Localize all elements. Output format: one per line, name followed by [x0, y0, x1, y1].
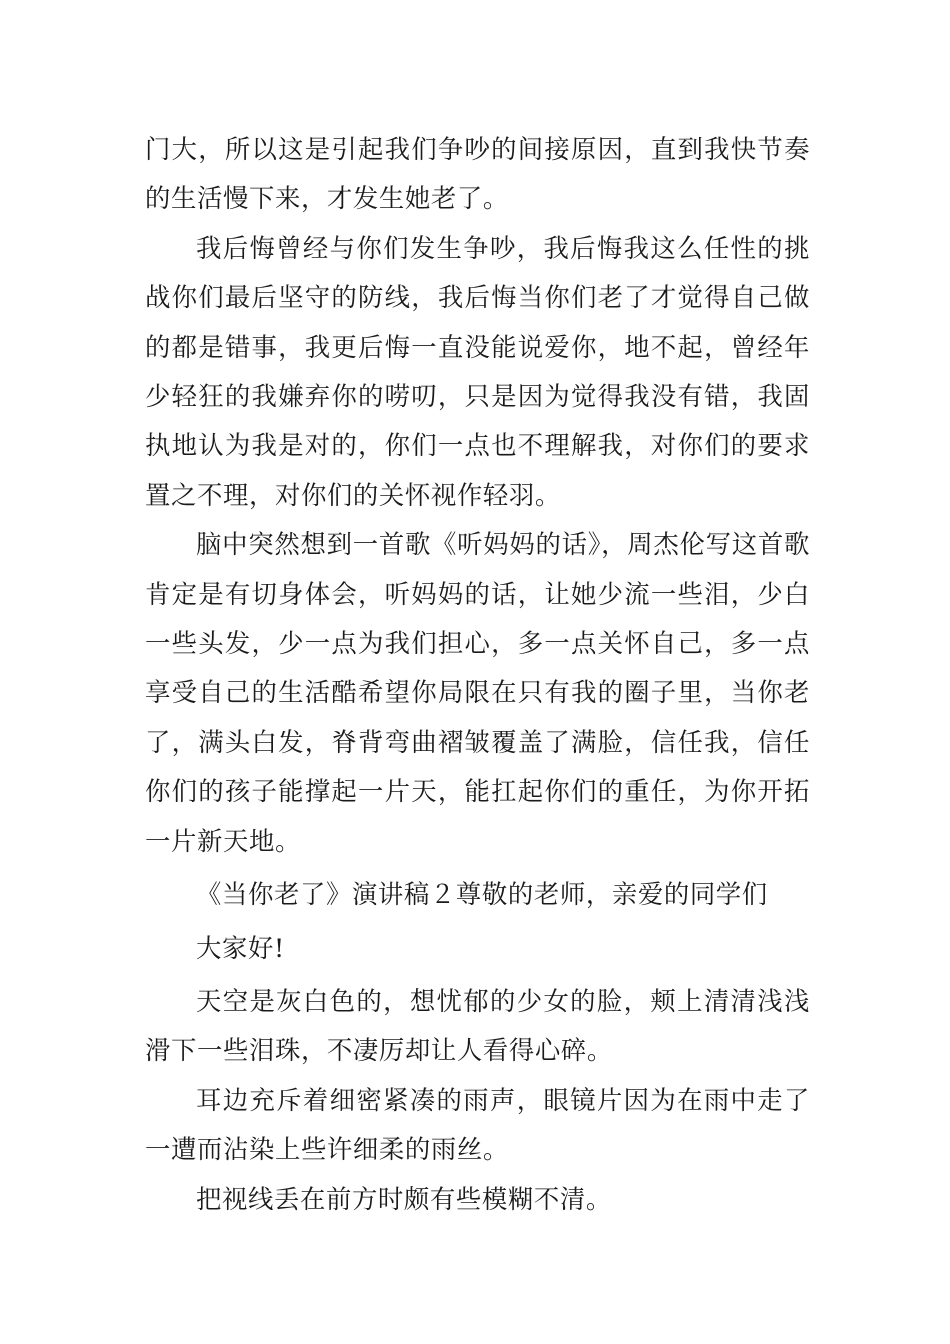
- speech-title: 《当你老了》演讲稿２尊敬的老师，亲爱的同学们: [196, 879, 768, 910]
- paragraph-rain: 耳边充斥着细密紧凑的雨声，眼镜片因为在雨中走了一遭而沾染上些许细柔的雨丝。: [145, 1084, 810, 1165]
- paragraph-vision: 把视线丢在前方时颇有些模糊不清。: [196, 1183, 612, 1214]
- paragraph-sky: 天空是灰白色的，想忧郁的少女的脸，颊上清清浅浅滑下一些泪珠，不凄厉却让人看得心碎。: [145, 985, 810, 1066]
- document-body: [145, 125, 810, 1224]
- paragraph-continued: 门大，所以这是引起我们争吵的间接原因，直到我快节奏的生活慢下来，才发生她老了。: [145, 134, 810, 214]
- greeting: 大家好!: [196, 932, 285, 963]
- paragraph-song: 脑中突然想到一首歌《听妈妈的话》，周杰伦写这首歌肯定是有切身体会，听妈妈的话，让她少流一些泪，少白一些头发，少一点为我们担心，多一点关怀自己，多一点享受自己的生活酷希望你局限在只有我的圈子里，当你老了，满头白发，脊背弯曲褶皱覆盖了满脸，信任我，信任你们的孩子能撑起一片天，能扛起你们的重任，为你开拓一片新天地。: [145, 529, 810, 856]
- paragraph-regret: 我后悔曾经与你们发生争吵，我后悔我这么任性的挑战你们最后坚守的防线，我后悔当你们老了才觉得自己做的都是错事，我更后悔一直没能说爱你，地不起，曾经年少轻狂的我嫌弃你的唠叨，只是因为觉得我没有错，我固执地认为我是对的，你们一点也不理解我，对你们的要求置之不理，对你们的关怀视作轻羽。: [145, 232, 810, 510]
